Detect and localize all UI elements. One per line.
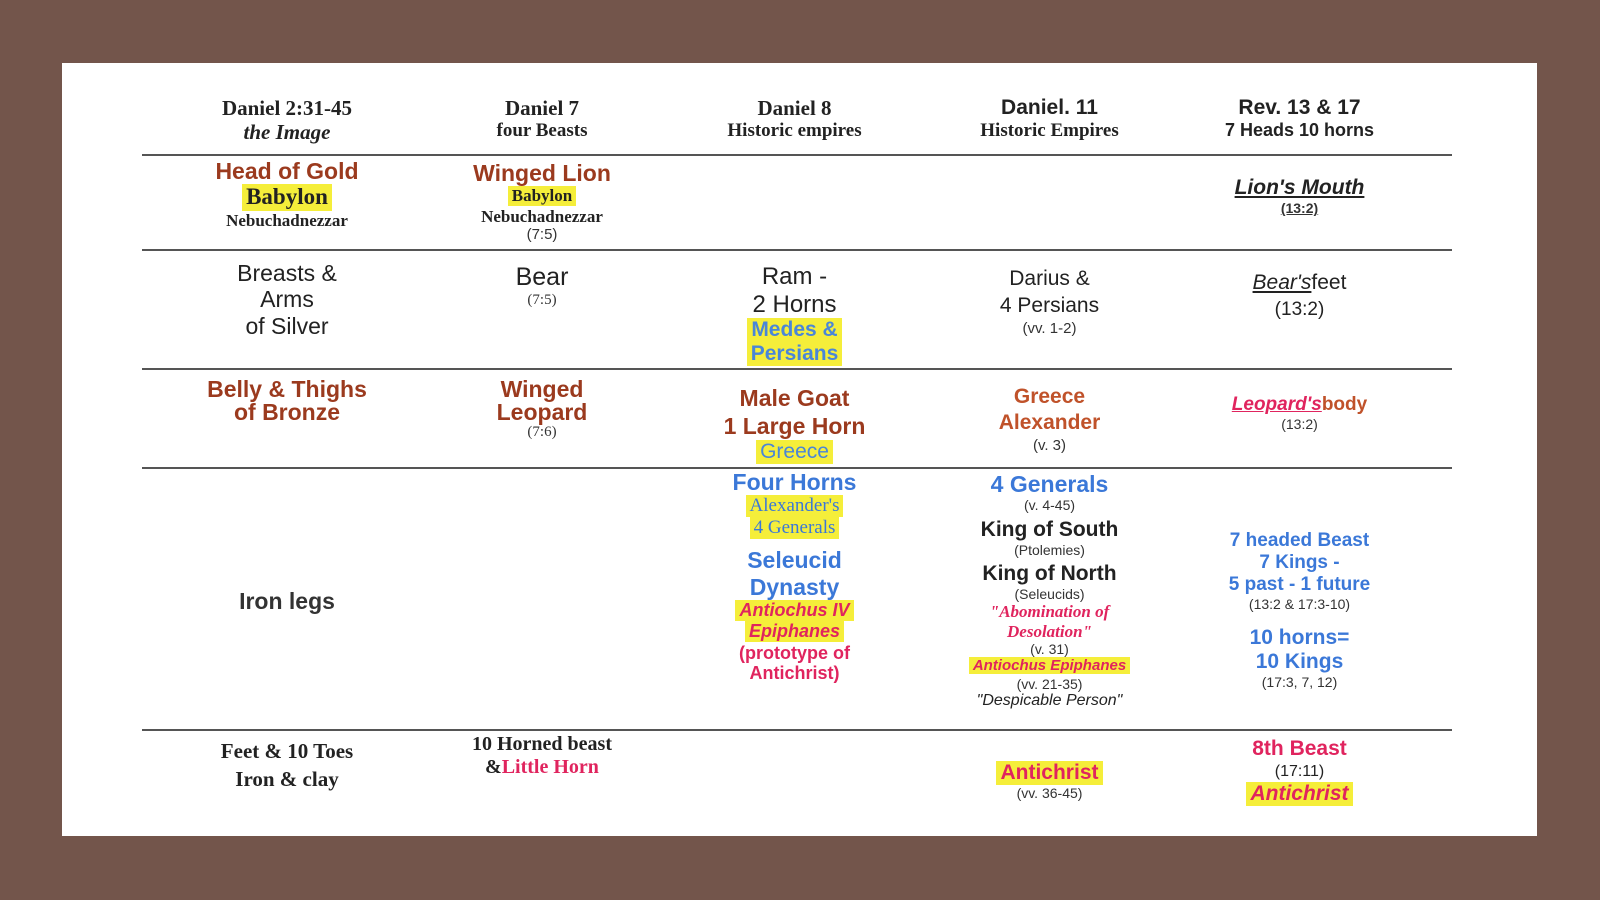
row3-image: Belly & Thighs of Bronze: [207, 376, 367, 425]
row2-image: Breasts & Arms of Silver: [237, 260, 337, 339]
row2-daniel-11: Darius & 4 Persians (vv. 1-2): [999, 267, 1100, 338]
row1-image: Head of Gold Babylon Nebuchadnezzar: [215, 158, 359, 230]
row2-daniel-8: Ram - 2 Horns Medes & Persians: [687, 263, 902, 366]
row3-daniel-8: Male Goat 1 Large Horn Greece: [723, 385, 866, 463]
row5-revelation: 8th Beast (17:11) Antichrist: [1187, 737, 1412, 806]
header-daniel-2: Daniel 2:31-45 the Image: [221, 96, 353, 145]
row1-beast: Winged Lion Babylon Nebuchadnezzar (7:5): [473, 160, 611, 244]
header-revelation: Rev. 13 & 17 7 Heads 10 horns: [1224, 96, 1375, 141]
divider-row2: [142, 368, 1452, 370]
row5-beast: 10 Horned beast &Little Horn: [472, 733, 612, 778]
row3-revelation: Leopard'sbody (13:2): [1231, 394, 1368, 432]
header-daniel-11: Daniel. 11 Historic Empires: [980, 96, 1119, 142]
header-daniel-8: Daniel 8 Historic empires: [727, 96, 862, 142]
row5-image: Feet & 10 Toes Iron & clay: [220, 739, 354, 792]
row3-daniel-11: Greece Alexander (v. 3): [998, 385, 1101, 455]
header-daniel-7: Daniel 7 four Beasts: [496, 96, 588, 142]
row4-daniel-8: Four Horns Alexander's 4 Generals Seleucid Dynasty Antiochus IV Epiphanes (prototype of Antichrist): [732, 469, 857, 684]
divider-row4: [142, 729, 1452, 731]
row5-daniel-11: Antichrist (vv. 36-45): [942, 761, 1157, 801]
row1-revelation: Lion's Mouth (13:2): [1234, 176, 1365, 217]
row4-revelation: 7 headed Beast 7 Kings - 5 past - 1 future (13:2 & 17:3-10) 10 horns= 10 Kings (17:3, 7, 12): [1228, 530, 1371, 690]
divider-header: [142, 154, 1452, 156]
row4-daniel-11: 4 Generals (v. 4-45) King of South (Ptolemies) King of North (Seleucids) "Abomination of Desolation" (v. 31) Antiochus Epiphanes (vv. 21-35) "Despicable Person": [942, 471, 1157, 710]
row2-revelation: Bear'sfeet (13:2): [1252, 271, 1347, 321]
row3-beast: Winged Leopard (7:6): [496, 376, 588, 440]
chart-paper: [62, 63, 1537, 836]
row4-image: Iron legs: [239, 588, 335, 614]
divider-row1: [142, 249, 1452, 251]
row2-beast: Bear (7:5): [515, 263, 569, 308]
